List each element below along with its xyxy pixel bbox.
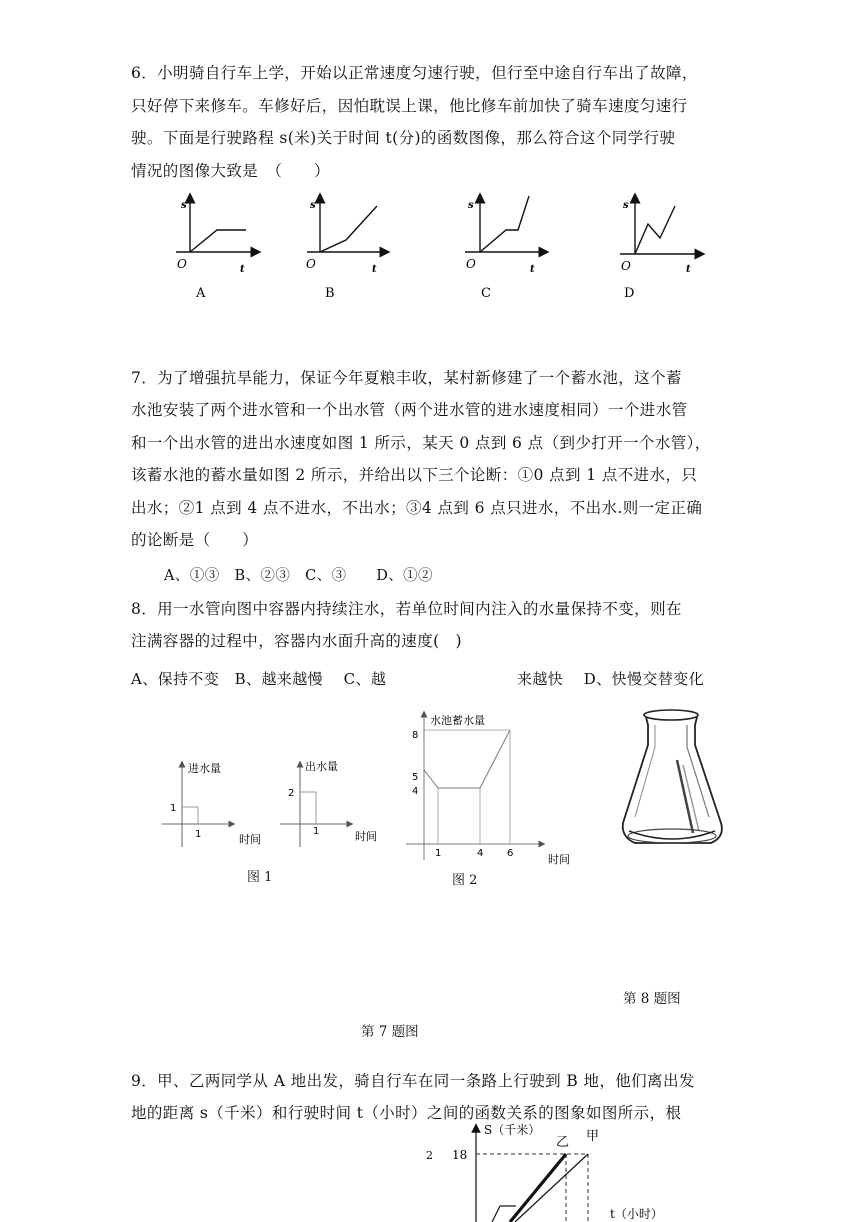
graph-c bbox=[465, 196, 544, 301]
figure-2 bbox=[400, 708, 580, 868]
fig2-ytick-4: 4 bbox=[412, 786, 419, 797]
fig2-xlabel: 时间 bbox=[548, 853, 570, 866]
inflow-xtick: 1 bbox=[195, 829, 202, 840]
graph-d-label: D bbox=[624, 286, 635, 301]
figure-1-caption: 图 1 bbox=[247, 870, 273, 885]
fig2-xtick-1: 1 bbox=[435, 848, 442, 859]
q9-line-2: 地的距离 s（千米）和行驶时间 t（小时）之间的函数关系的图象如图所示，根 bbox=[131, 1104, 682, 1122]
graph-b-origin: O bbox=[306, 257, 316, 271]
outflow-xtick: 1 bbox=[313, 826, 320, 837]
q8-options-left: A、保持不变 B、越来越慢 C、越 bbox=[131, 670, 387, 688]
fig2-xtick-6: 6 bbox=[507, 848, 514, 859]
graph-b-label: B bbox=[325, 286, 335, 301]
q8-line-2: 注满容器的过程中，容器内水面升高的速度( ) bbox=[131, 632, 462, 650]
graph-a-origin: O bbox=[177, 257, 187, 271]
q7-line-2: 水池安装了两个进水管和一个出水管（两个进水管的进水速度相同）一个进水管 bbox=[131, 401, 688, 419]
graph-d-origin: O bbox=[621, 259, 631, 273]
graph-b bbox=[306, 198, 385, 301]
q9-ytick: 18 bbox=[452, 1148, 468, 1162]
q9-ylabel: S（千米） bbox=[484, 1123, 541, 1137]
graph-b-s-label: s bbox=[310, 200, 316, 211]
q9-label-jia: 甲 bbox=[586, 1129, 600, 1144]
q7-line-1: 7．为了增强抗旱能力，保证今年夏粮丰收，某村新修建了一个蓄水池，这个蓄 bbox=[131, 369, 682, 387]
outflow-ytick: 2 bbox=[288, 788, 295, 799]
q6-line-4: 情况的图像大致是 （ ） bbox=[131, 162, 330, 180]
q8-options-right: 来越快 D、快慢交替变化 bbox=[517, 670, 704, 688]
flask-image bbox=[615, 705, 735, 855]
q7-line-4: 该蓄水池的蓄水量如图 2 所示，并给出以下三个论断：①0 点到 1 点不进水，只 bbox=[131, 466, 698, 484]
graph-a bbox=[176, 198, 256, 301]
q7-line-3: 和一个出水管的进出水速度如图 1 所示，某天 0 点到 6 点（到少打开一个水管）， bbox=[131, 434, 711, 452]
graph-d-s-label: s bbox=[623, 200, 629, 211]
fig2-ytick-5: 5 bbox=[412, 772, 419, 783]
q7-line-6: 的论断是（ ） bbox=[131, 531, 259, 549]
q9-graph bbox=[420, 1122, 700, 1222]
graph-c-origin: O bbox=[466, 257, 476, 271]
q7-figure-caption: 第 7 题图 bbox=[361, 1024, 419, 1040]
graph-b-t-label: t bbox=[372, 264, 377, 275]
graph-c-s-label: s bbox=[468, 200, 474, 211]
fig2-ytick-8: 8 bbox=[412, 730, 419, 741]
q9-side-mark: 2 bbox=[426, 1149, 433, 1162]
q6-line-1: 6．小明骑自行车上学，开始以正常速度匀速行驶，但行至中途自行车出了故障， bbox=[131, 64, 698, 82]
outflow-ylabel: 出水量 bbox=[305, 760, 338, 773]
q9-xlabel: t（小时） bbox=[610, 1207, 663, 1221]
fig2-xtick-4: 4 bbox=[477, 848, 484, 859]
inflow-xlabel: 时间 bbox=[239, 833, 261, 846]
q7-line-5: 出水；②1 点到 4 点不进水，不出水；③4 点到 6 点只进水，不出水.则一定正确 bbox=[131, 499, 703, 517]
q6-graphs bbox=[0, 190, 860, 310]
outflow-graph bbox=[280, 759, 377, 847]
q6-line-2: 只好停下来修车。车修好后，因怕耽误上课，他比修车前加快了骑车速度匀速行 bbox=[131, 97, 688, 115]
figure-1 bbox=[150, 752, 390, 852]
graph-c-t-label: t bbox=[530, 264, 535, 275]
graph-a-t-label: t bbox=[240, 264, 245, 275]
inflow-ylabel: 进水量 bbox=[188, 762, 221, 775]
q7-options: A、①③ B、②③ C、③ D、①② bbox=[164, 568, 433, 584]
q8-figure-caption: 第 8 题图 bbox=[623, 991, 681, 1007]
graph-d-t-label: t bbox=[686, 264, 691, 275]
graph-c-label: C bbox=[481, 286, 491, 301]
inflow-graph bbox=[162, 761, 261, 847]
graph-a-label: A bbox=[196, 286, 206, 301]
q8-line-1: 8．用一水管向图中容器内持续注水，若单位时间内注入的水量保持不变，则在 bbox=[131, 600, 682, 618]
inflow-ytick: 1 bbox=[170, 803, 177, 814]
fig2-ylabel: 水池蓄水量 bbox=[430, 714, 485, 727]
q6-line-3: 驶。下面是行驶路程 s(米)关于时间 t(分)的函数图像，那么符合这个同学行驶 bbox=[131, 129, 676, 147]
graph-a-s-label: s bbox=[181, 200, 187, 211]
figure-2-caption: 图 2 bbox=[452, 873, 478, 888]
outflow-xlabel: 时间 bbox=[355, 830, 377, 843]
graph-d bbox=[620, 198, 700, 301]
q9-label-yi: 乙 bbox=[556, 1135, 570, 1150]
q9-line-1: 9．甲、乙两同学从 A 地出发，骑自行车在同一条路上行驶到 B 地，他们离出发 bbox=[131, 1072, 695, 1090]
